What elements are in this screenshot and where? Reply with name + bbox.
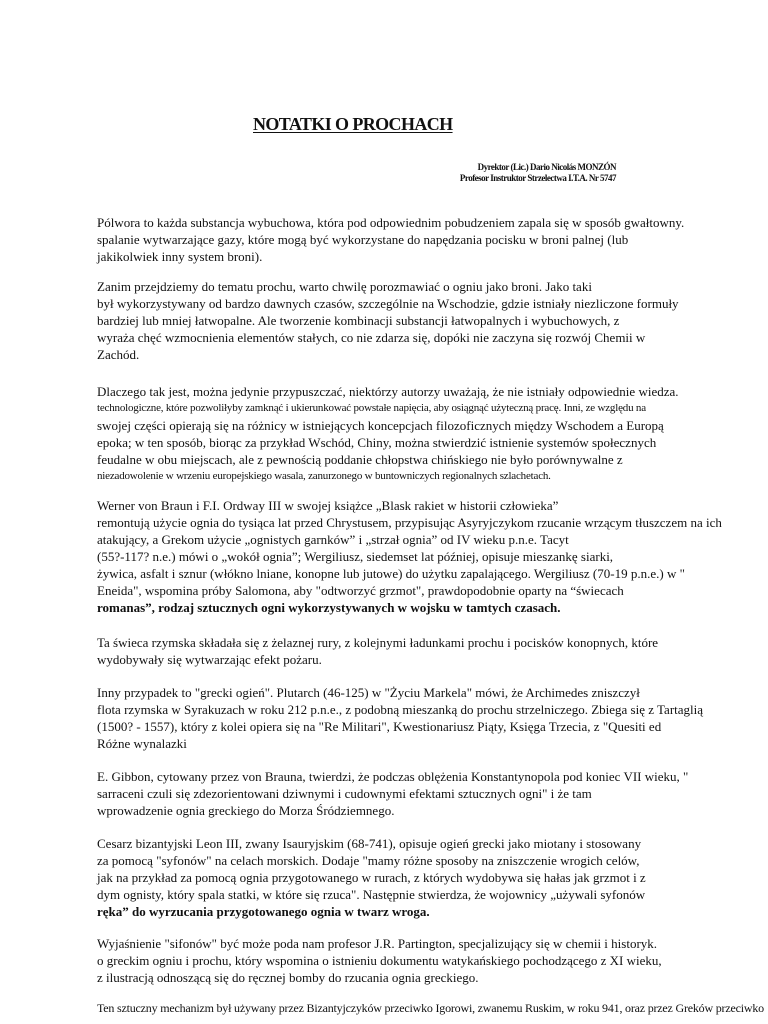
text-line: Różne wynalazki [97, 736, 187, 751]
text-line: flota rzymska w Syrakuzach w roku 212 p.n.e., z podobną mieszanką do prochu strzelniczego. Zbiega się z Tartaglią [97, 702, 704, 717]
text-line: spalanie wytwarzające gazy, które mogą być wykorzystane do napędzania pocisku w broni palnej (lub [97, 232, 629, 247]
text-line: remontują użycie ognia do tysiąca lat przed Chrystusem, przypisując Asyryjczykom rzucanie wrzącym tłuszczem na ich [97, 515, 722, 530]
text-line: żywica, asfalt i sznur (włókno lniane, konopne lub jutowe) do użytku zapalającego. Wergiliusz (70-19 p.n.e.) w " [97, 566, 685, 581]
author-name: Dyrektor (Lic.) Dario Nicolás MONZÓN [477, 162, 616, 172]
text-line: ręka” do wyrzucania przygotowanego ognia w twarz wroga. [97, 904, 430, 919]
text-line: (55?-117? n.e.) mówi o „wokół ognia”; Wergiliusz, siedemset lat później, opisuje mieszankę siarki, [97, 549, 614, 564]
text-line: feudalne w obu miejscach, ale z pewnością poddanie chłopstwa chińskiego nie było porównywalne z [97, 452, 623, 467]
text-line: za pomocą "syfonów" na celach morskich. Dodaje "mamy różne sposoby na zniszczenie wrogich celów, [97, 853, 640, 868]
text-line: Ta świeca rzymska składała się z żelaznej rury, z kolejnymi ładunkami prochu i pocisków konopnych, które [97, 635, 659, 650]
text-line: Zanim przejdziemy do tematu prochu, warto chwilę porozmawiać o ogniu jako broni. Jako taki [97, 279, 592, 294]
text-line: dym ognisty, który spala statki, w które się rzuca". Następnie stwierdza, że wojownicy „używali syfonów [97, 887, 646, 902]
paragraph [97, 214, 715, 265]
text-line: romanas”, rodzaj sztucznych ogni wykorzystywanych w wojsku w tamtych czasach. [97, 600, 561, 615]
text-line: bardziej lub mniej łatwopalne. Ale tworzenie kombinacji substancji łatwopalnych i wybuchowych, z [97, 313, 620, 328]
paragraph [97, 383, 715, 485]
text-line: (1500? - 1557), który z kolei opiera się na "Re Militari", Kwestionariusz Piąty, Księga Trzecia, z "Quesiti ed [97, 719, 662, 734]
author-block [460, 162, 616, 184]
text-line: Cesarz bizantyjski Leon III, zwany Isauryjskim (68-741), opisuje ogień grecki jako miotany i stosowany [97, 836, 642, 851]
text-line: Dlaczego tak jest, można jedynie przypuszczać, niektórzy autorzy uważają, że nie istniały odpowiednie wiedza. [97, 384, 679, 399]
paragraph [97, 497, 722, 616]
text-line: Ten sztuczny mechanizm był używany przez Bizantyjczyków przeciwko Igorowi, zwanemu Ruskim, w roku 941, oraz przez Greków przeciwko [97, 1001, 764, 1015]
text-line: Zachód. [97, 347, 140, 362]
text-line: o greckim ogniu i prochu, który wspomina o istnieniu dokumentu watykańskiego pochodzącego z XI wieku, [97, 953, 662, 968]
text-line: Pólwora to każda substancja wybuchowa, która pod odpowiednim pobudzeniem zapala się w sposób gwałtowny. [97, 215, 685, 230]
text-line: jak na przykład za pomocą ognia przygotowanego w rurach, z których wydobywa się hałas jak grzmot i z [97, 870, 646, 885]
text-line: epoka; w ten sposób, biorąc za przykład Wschód, Chiny, można stwierdzić istnienie systemów społecznych [97, 435, 657, 450]
paragraph [97, 634, 715, 668]
paragraph [97, 835, 715, 920]
paragraph [97, 684, 715, 752]
paragraph [97, 768, 715, 819]
text-line: swojej części opierają się na różnicy w istniejących koncepcjach filozoficznych między Wschodem a Europą [97, 418, 664, 433]
author-credentials: Profesor Instruktor Strzelectwa I.T.A. Nr 5747 [459, 173, 616, 183]
text-line: niezadowolenie w wrzeniu europejskiego wasala, zanurzonego w buntowniczych regionalnych szlachetach. [97, 470, 551, 482]
paragraph [97, 278, 715, 363]
text-line: wyraża chęć wzmocnienia elementów stałych, co nie zdarza się, dopóki nie zaczyna się rozwój Chemii w [97, 330, 646, 345]
text-line: Eneida", wspomina próby Salomona, aby "odtworzyć grzmot", prawdopodobnie oparty na “świecach [97, 583, 624, 598]
document-title: NOTATKI O PROCHACH [253, 114, 453, 134]
text-line: Werner von Braun i F.I. Ordway III w swojej książce „Blask rakiet w historii człowieka” [97, 498, 559, 513]
paragraph [97, 1000, 765, 1017]
text-line: E. Gibbon, cytowany przez von Brauna, twierdzi, że podczas oblężenia Konstantynopola pod koniec VII wieku, " [97, 769, 689, 784]
text-line: technologiczne, które pozwoliłyby zamknąć i ukierunkować powstałe napięcia, aby osiągnąć użyteczną pracę. Inni, ze względu na [97, 402, 646, 414]
text-line: był wykorzystywany od bardzo dawnych czasów, szczególnie na Wschodzie, gdzie istniały niezliczone formuły [97, 296, 679, 311]
text-line: z ilustracją odnoszącą się do ręcznej bomby do rzucania ognia greckiego. [97, 970, 479, 985]
text-line: Wyjaśnienie "sifonów" być może poda nam profesor J.R. Partington, specjalizujący się w chemii i historyk. [97, 936, 658, 951]
text-line: Inny przypadek to "grecki ogień". Plutarch (46-125) w "Życiu Markela" mówi, że Archimedes zniszczył [97, 685, 640, 700]
text-line: atakujący, a Grekom użycie „ognistych garnków” i „strzał ognia” od IV wieku p.n.e. Tacyt [97, 532, 569, 547]
text-line: wydobywały się wytwarzając efekt pożaru. [97, 652, 322, 667]
text-line: wprowadzenie ognia greckiego do Morza Śródziemnego. [97, 803, 395, 818]
text-line: sarraceni czuli się zdezorientowani dziwnymi i cudownymi efektami sztucznych ogni" i że tam [97, 786, 592, 801]
paragraph [97, 935, 715, 986]
text-line: jakikolwiek inny system broni). [97, 249, 263, 264]
